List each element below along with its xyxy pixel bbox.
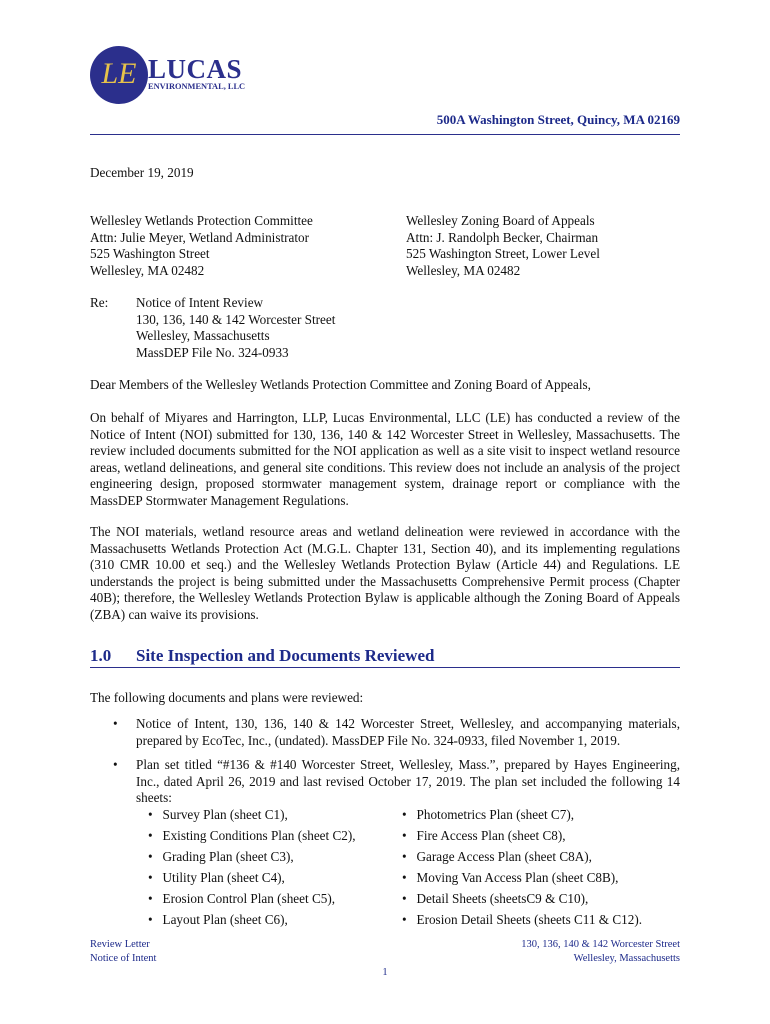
sheets-list-left xyxy=(148,807,388,933)
bullet-marker: • xyxy=(113,716,118,731)
bullet-marker: • xyxy=(402,849,407,864)
bullet-marker: • xyxy=(148,828,153,843)
bullet-marker: • xyxy=(402,891,407,906)
sheet-item xyxy=(148,828,388,849)
section-title: Site Inspection and Documents Reviewed xyxy=(136,646,435,665)
bullet-marker: • xyxy=(148,807,153,822)
logo-name: LUCAS xyxy=(148,54,243,84)
sheet-label: Erosion Control Plan (sheet C5), xyxy=(162,891,336,906)
bullet-marker: • xyxy=(402,870,407,885)
recipient-left xyxy=(90,213,313,279)
sheet-item xyxy=(402,828,682,849)
re-line: MassDEP File No. 324-0933 xyxy=(136,344,289,360)
section-rule xyxy=(90,667,680,668)
sheet-label: Utility Plan (sheet C4), xyxy=(162,870,285,885)
recipient-right-line: Wellesley, MA 02482 xyxy=(406,262,521,278)
sheet-item xyxy=(148,891,388,912)
bullet-marker: • xyxy=(148,912,153,927)
recipient-left-line: Wellesley, MA 02482 xyxy=(90,262,205,278)
logo-monogram: LE xyxy=(101,57,137,90)
re-label: Re: xyxy=(90,295,109,310)
sheet-item xyxy=(148,870,388,891)
recipient-left-line: Wellesley Wetlands Protection Committee xyxy=(90,213,313,228)
logo-subtitle: ENVIRONMENTAL, LLC xyxy=(148,82,246,91)
sheet-label: Photometrics Plan (sheet C7), xyxy=(416,807,575,822)
sheet-label: Survey Plan (sheet C1), xyxy=(162,807,288,822)
re-line: 130, 136, 140 & 142 Worcester Street xyxy=(136,311,336,327)
sheet-item xyxy=(402,912,682,933)
re-subject xyxy=(136,295,335,361)
footer-doc-subtype: Notice of Intent xyxy=(90,952,157,964)
section-heading xyxy=(90,646,434,666)
bullet-marker: • xyxy=(148,849,153,864)
footer-address: 130, 136, 140 & 142 Worcester Street xyxy=(521,939,680,950)
bullet-item-2: Plan set titled “#136 & #140 Worcester Street, Wellesley, Mass.”, prepared by Hayes Engineering, Inc., dated April 26, 2019 and last revised October 17, 2019. The plan set included the following 14 sheets: xyxy=(136,757,680,805)
body-paragraph-2: The NOI materials, wetland resource areas and wetland delineation were reviewed in accordance with the Massachusetts Wetlands Protection Act (M.G.L. Chapter 131, Section 40), and its implementing regulations (310 CMR 10.00 et seq.) and the Wellesley Wetlands Protection Bylaw (Article 44) and Regulations. LE understands the project is being submitted under the Massachusetts Comprehensive Permit process (Chapter 40B); therefore, the Wellesley Wetlands Protection Bylaw is applicable although the Zoning Board of Appeals (ZBA) can waive its provisions. xyxy=(90,524,680,622)
body-paragraph-1: On behalf of Miyares and Harrington, LLP, Lucas Environmental, LLC (LE) has conducted a review of the Notice of Intent (NOI) submitted for 130, 136, 140 & 142 Worcester Street in Wellesley, Massachusetts. The review included documents submitted for the NOI application as well as a site visit to inspect wetland resource areas, wetland delineations, and general site conditions. This review does not include an analysis of the project engineering design, proposed stormwater management system, drainage report or compliance with the MassDEP Stormwater Management Regulations. xyxy=(90,410,680,508)
letterhead-address: 500A Washington Street, Quincy, MA 02169 xyxy=(436,112,680,127)
letter-date: December 19, 2019 xyxy=(90,165,194,180)
bullet-marker: • xyxy=(148,870,153,885)
sheet-label: Garage Access Plan (sheet C8A), xyxy=(416,849,592,864)
recipient-right xyxy=(406,213,600,279)
recipient-left-line: Attn: Julie Meyer, Wetland Administrator xyxy=(90,229,310,245)
sheet-label: Layout Plan (sheet C6), xyxy=(162,912,288,927)
sheet-item xyxy=(402,891,682,912)
footer-left xyxy=(90,938,156,965)
sheet-item xyxy=(402,849,682,870)
company-logo xyxy=(90,46,250,106)
sheet-label: Existing Conditions Plan (sheet C2), xyxy=(162,828,356,843)
sheet-label: Erosion Detail Sheets (sheets C11 & C12). xyxy=(416,912,643,927)
recipient-left-line: 525 Washington Street xyxy=(90,246,210,261)
re-line: Notice of Intent Review xyxy=(136,295,264,310)
recipient-right-line: Wellesley Zoning Board of Appeals xyxy=(406,213,595,228)
recipient-right-line: 525 Washington Street, Lower Level xyxy=(406,246,600,261)
sheet-label: Moving Van Access Plan (sheet C8B), xyxy=(416,870,619,885)
sheet-label: Detail Sheets (sheetsC9 & C10), xyxy=(416,891,589,906)
bullet-marker: • xyxy=(113,757,118,772)
sheets-list-right xyxy=(402,807,682,933)
sheet-item xyxy=(148,807,388,828)
documents-intro: The following documents and plans were reviewed: xyxy=(90,690,364,705)
bullet-marker: • xyxy=(148,891,153,906)
sheet-item xyxy=(402,870,682,891)
salutation: Dear Members of the Wellesley Wetlands Protection Committee and Zoning Board of Appeals, xyxy=(90,377,591,392)
sheet-item xyxy=(402,807,682,828)
bullet-marker: • xyxy=(402,807,407,822)
recipient-right-line: Attn: J. Randolph Becker, Chairman xyxy=(406,229,599,245)
re-line: Wellesley, Massachusetts xyxy=(136,328,270,343)
footer-town: Wellesley, Massachusetts xyxy=(573,952,680,964)
section-number: 1.0 xyxy=(90,646,112,665)
bullet-marker: • xyxy=(402,912,407,927)
sheet-item xyxy=(148,849,388,870)
bullet-item-1: Notice of Intent, 130, 136, 140 & 142 Worcester Street, Wellesley, and accompanying materials, prepared by EcoTec, Inc., (undated). MassDEP File No. 324-0933, filed November 1, 2019. xyxy=(136,716,680,748)
sheet-label: Grading Plan (sheet C3), xyxy=(162,849,294,864)
footer-right xyxy=(521,938,680,965)
sheet-label: Fire Access Plan (sheet C8), xyxy=(416,828,566,843)
letterhead-rule xyxy=(90,134,680,135)
bullet-marker: • xyxy=(402,828,407,843)
sheet-item xyxy=(148,912,388,933)
page-number: 1 xyxy=(382,967,388,978)
footer-doc-type: Review Letter xyxy=(90,939,150,950)
